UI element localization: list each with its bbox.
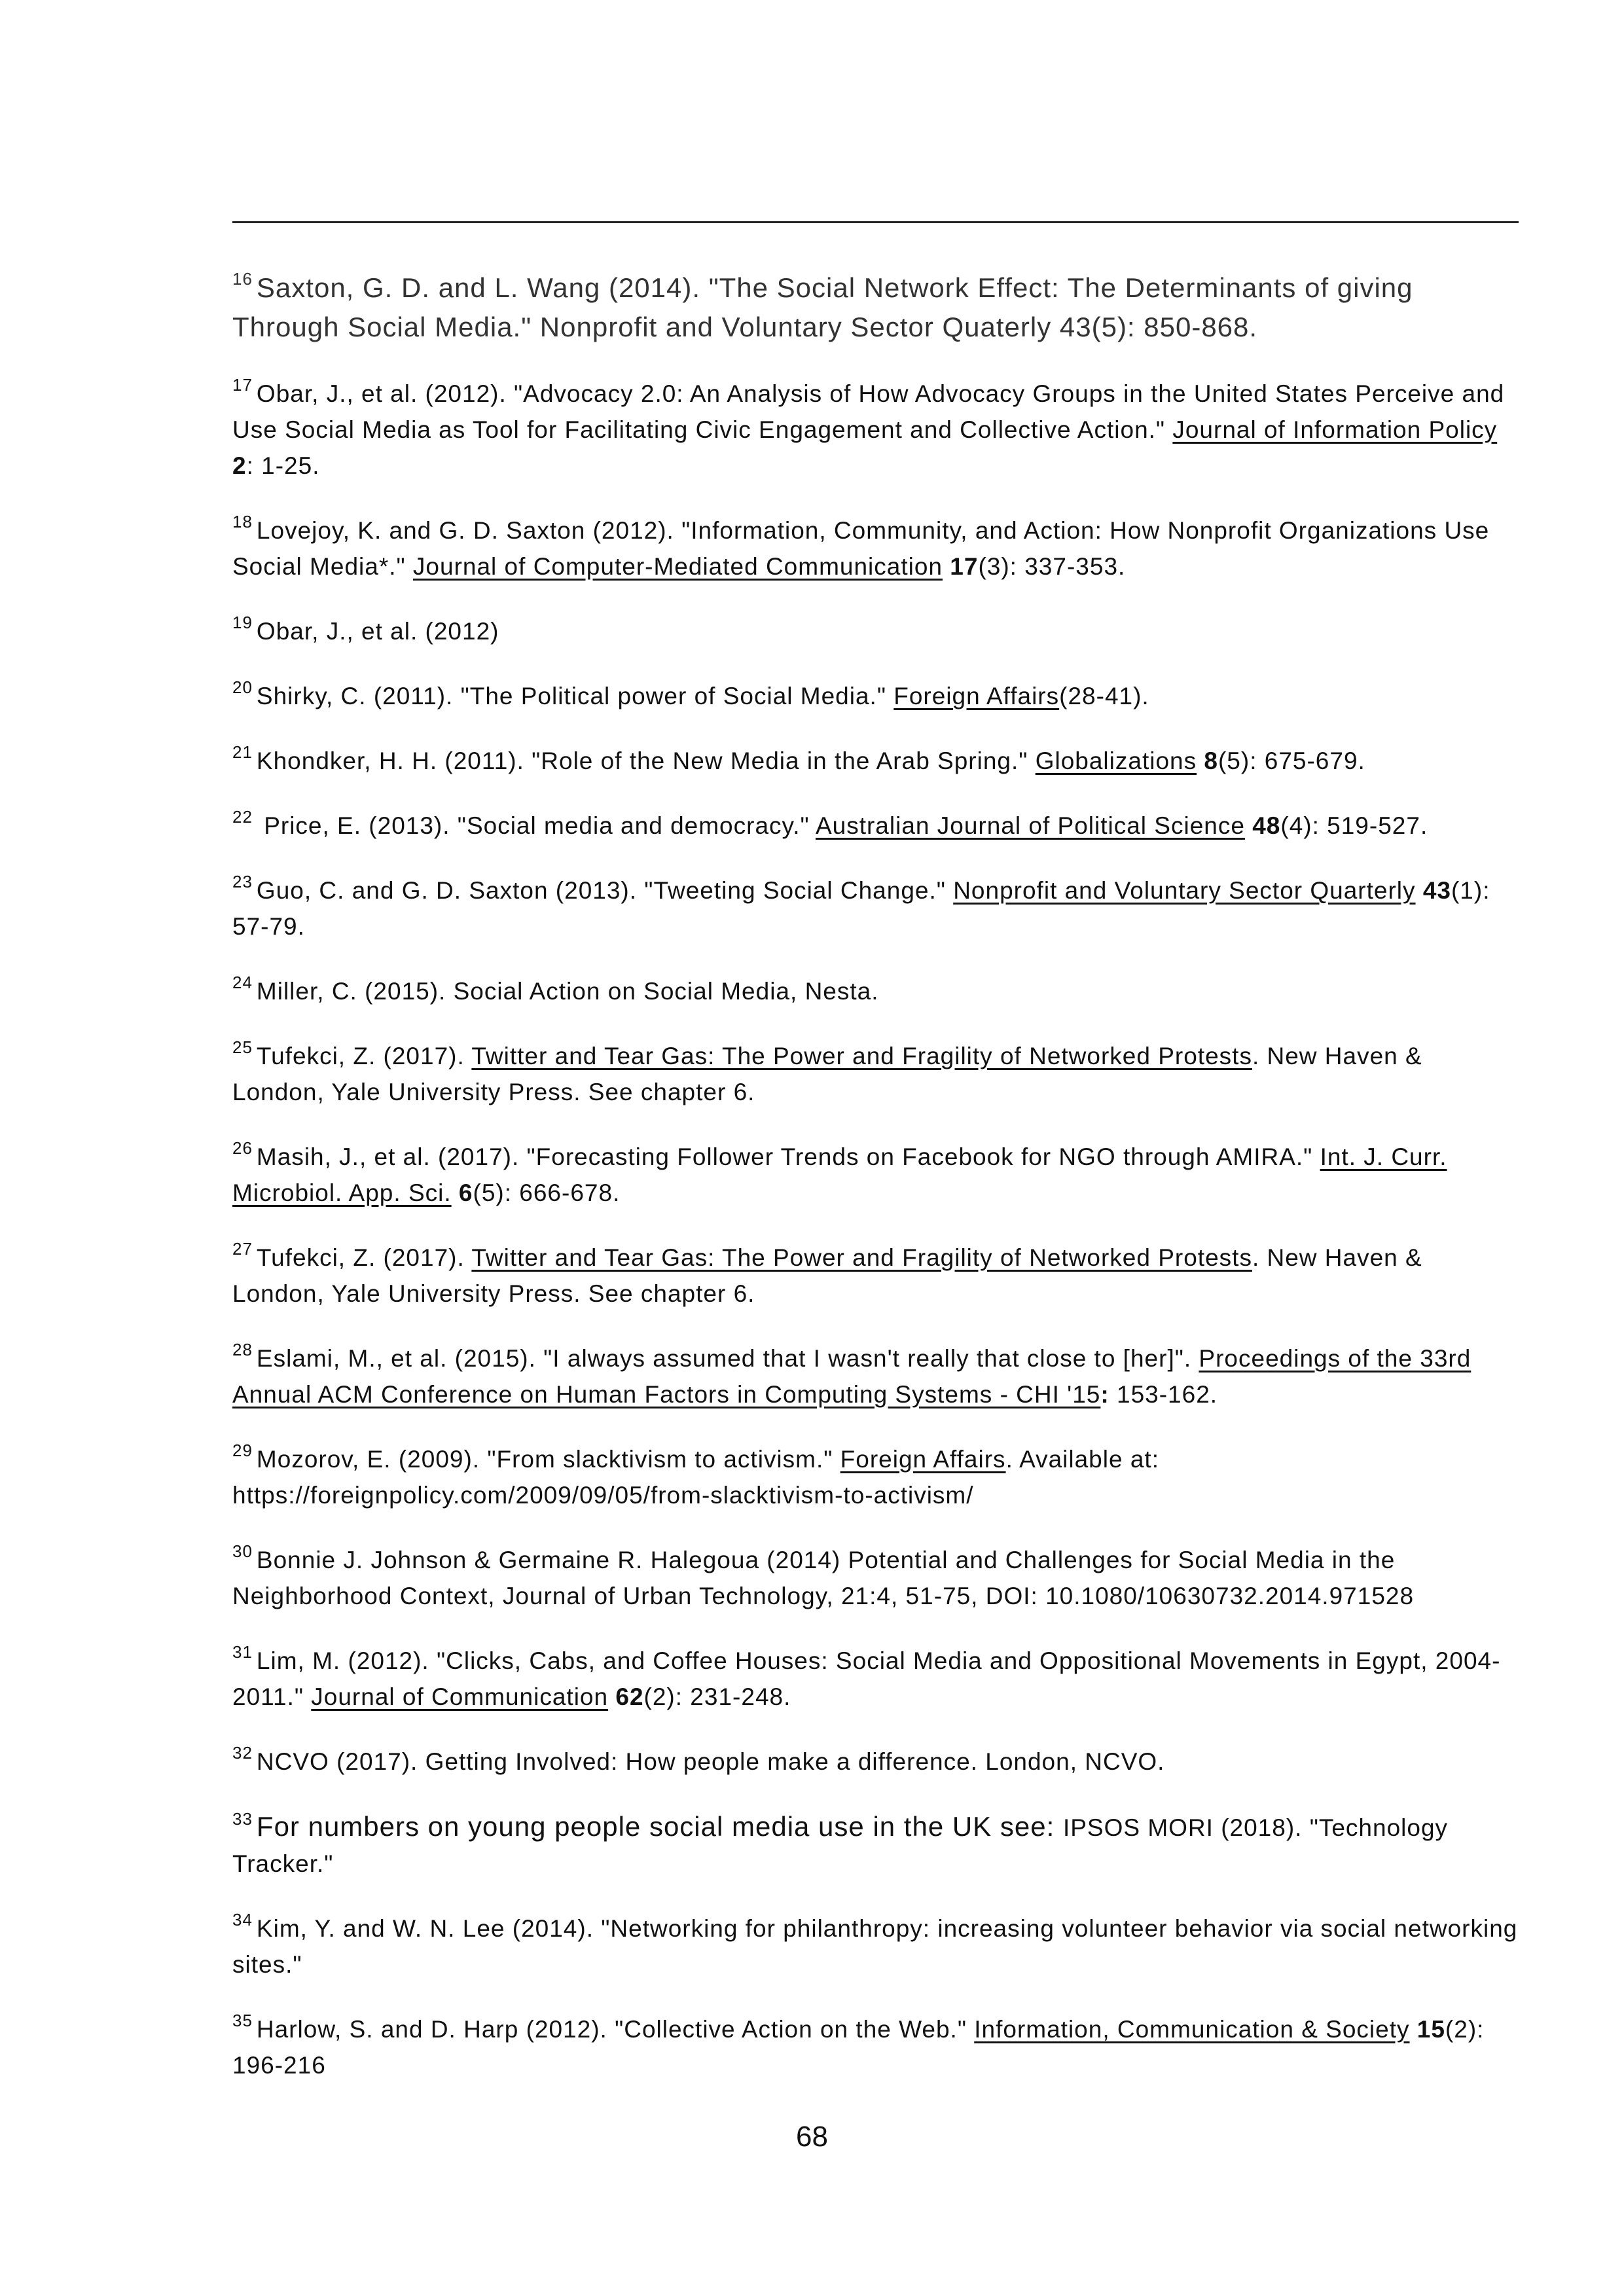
footnote-text: Guo, C. and G. D. Saxton (2013). "Tweeting Social Change.": [256, 877, 954, 904]
footnote-source-link[interactable]: Australian Journal of Political Science: [815, 812, 1245, 839]
footnote-volume: :: [1100, 1381, 1110, 1408]
footnote: [232, 678, 1519, 714]
footnote-pages: 153-162.: [1109, 1381, 1218, 1408]
footnote: [232, 872, 1519, 944]
footnote-number: 31: [232, 1641, 253, 1662]
footnote: [232, 268, 1519, 347]
footnote: [232, 1340, 1519, 1412]
footnote-pages: (28-41).: [1059, 683, 1149, 709]
footnote-text: IPSOS MORI (2018). "Technology Tracker.": [232, 1814, 1449, 1877]
footnote-number: 22: [232, 806, 253, 827]
footnote-number: 34: [232, 1909, 253, 1929]
footnote-text: Saxton, G. D. and L. Wang (2014). "The Social Network Effect: The Determinants of giving Through Social Media." Nonprofit and Voluntary Sector Quaterly 43(5): 850-868.: [232, 272, 1413, 342]
footnote-pages: (3): 337-353.: [978, 553, 1126, 580]
footnote-number: 19: [232, 612, 253, 632]
footnote-pages: (5): 666-678.: [473, 1179, 621, 1206]
footnote: [232, 1038, 1519, 1110]
footnote-volume: 62: [615, 1683, 644, 1710]
footnote: [232, 743, 1519, 779]
footnote-text: Lovejoy, K. and G. D. Saxton (2012). "Information, Community, and Action: How Nonprofit Organizations Use Social Media*.": [232, 517, 1490, 580]
footnote: [232, 613, 1519, 649]
footnote-source-link[interactable]: Proceedings of the 33rd Annual ACM Conference on Human Factors in Computing Systems - CHI '15: [232, 1345, 1471, 1408]
footnote-pages: . New Haven & London, Yale University Press. See chapter 6.: [232, 1043, 1422, 1105]
footnote-volume: 8: [1204, 747, 1218, 774]
footnote-pages: (4): 519-527.: [1280, 812, 1428, 839]
footnote-source-link[interactable]: Journal of Information Policy: [1172, 416, 1498, 443]
footnote: [232, 1910, 1519, 1982]
footnote: [232, 1542, 1519, 1614]
footnote-volume: 2: [232, 452, 247, 479]
footnote-source-link[interactable]: Nonprofit and Voluntary Sector Quarterly: [953, 877, 1416, 904]
footnote-source-link[interactable]: Foreign Affairs: [840, 1446, 1006, 1473]
footnote: [232, 1139, 1519, 1211]
footnote-number: 26: [232, 1138, 253, 1158]
footnote-number: 24: [232, 972, 253, 992]
footnote-number: 21: [232, 742, 253, 762]
footnote-text: Bonnie J. Johnson & Germaine R. Halegoua (2014) Potential and Challenges for Social Media in the Neighborhood Context, Journal of Urban Technology, 21:4, 51-75, DOI: 10.1080/10630732.2014.971528: [232, 1547, 1415, 1609]
footnote-pages: : 1-25.: [246, 452, 320, 479]
footnote-text: Kim, Y. and W. N. Lee (2014). "Networking for philanthropy: increasing volunteer behavior via social networking sites.": [232, 1915, 1518, 1978]
footnote: [232, 512, 1519, 584]
footnote-text: Mozorov, E. (2009). "From slacktivism to activism.": [256, 1446, 840, 1473]
footnote-pages: . Available at: https://foreignpolicy.com/2009/09/05/from-slacktivism-to-activism/: [232, 1446, 1159, 1509]
footnote-number: 23: [232, 871, 253, 891]
footnote-volume: 43: [1422, 877, 1451, 904]
footnote: [232, 1240, 1519, 1312]
footnote-pages: . New Haven & London, Yale University Press. See chapter 6.: [232, 1244, 1422, 1307]
footnote-source-link[interactable]: Twitter and Tear Gas: The Power and Fragility of Networked Protests: [471, 1043, 1252, 1069]
footnote-source-link[interactable]: Int. J. Curr. Microbiol. App. Sci.: [232, 1143, 1447, 1206]
footnote-number: 20: [232, 677, 253, 697]
footnote-source-link[interactable]: Information, Communication & Society: [974, 2016, 1410, 2043]
footnote-number: 27: [232, 1238, 253, 1259]
footnote-text: Eslami, M., et al. (2015). "I always assumed that I wasn't really that close to [her]".: [256, 1345, 1199, 1372]
footnote-text: Obar, J., et al. (2012): [256, 618, 499, 645]
footnote-text: Lim, M. (2012). "Clicks, Cabs, and Coffee Houses: Social Media and Oppositional Movements in Egypt, 2004-2011.": [232, 1647, 1501, 1710]
footnote: [232, 2011, 1519, 2083]
footnote-pages: (2): 196-216: [232, 2016, 1485, 2079]
footnote-source-link[interactable]: Twitter and Tear Gas: The Power and Fragility of Networked Protests: [471, 1244, 1252, 1271]
footnote-lead-text: For numbers on young people social media use in the UK see:: [256, 1811, 1063, 1842]
footnote-source-link[interactable]: Foreign Affairs: [893, 683, 1060, 709]
footnote-number: 18: [232, 511, 253, 531]
footnote-pages: (1): 57-79.: [232, 877, 1490, 940]
footnote-text: Miller, C. (2015). Social Action on Social Media, Nesta.: [256, 978, 879, 1005]
footnote-number: 35: [232, 2010, 253, 2030]
page-number: 68: [796, 2121, 828, 2153]
footnote-volume: 17: [950, 553, 979, 580]
footnote-text: Khondker, H. H. (2011). "Role of the New Media in the Arab Spring.": [256, 747, 1036, 774]
footnote-volume: 15: [1416, 2016, 1445, 2043]
footnote-text: Price, E. (2013). "Social media and democracy.": [256, 812, 816, 839]
footnote-number: 28: [232, 1339, 253, 1359]
footnote-number: 32: [232, 1742, 253, 1763]
footnote-text: Masih, J., et al. (2017). "Forecasting Follower Trends on Facebook for NGO through AMIRA.": [256, 1143, 1320, 1170]
footnote-number: 29: [232, 1440, 253, 1460]
footnote-text: Harlow, S. and D. Harp (2012). "Collective Action on the Web.": [256, 2016, 975, 2043]
footnote-volume: 6: [458, 1179, 473, 1206]
footnote: [232, 808, 1519, 844]
footnote-source-link[interactable]: Globalizations: [1035, 747, 1197, 774]
footnote-separator: [232, 221, 1519, 223]
footnotes-list: [232, 268, 1519, 2112]
footnote-text: NCVO (2017). Getting Involved: How people make a difference. London, NCVO.: [256, 1748, 1165, 1775]
footnote-volume: 48: [1252, 812, 1281, 839]
footnote-number: 16: [232, 269, 253, 289]
footnote-source-link[interactable]: Journal of Communication: [311, 1683, 609, 1710]
footnote: [232, 1744, 1519, 1780]
footnote: [232, 1643, 1519, 1715]
footnote-text: Obar, J., et al. (2012). "Advocacy 2.0: An Analysis of How Advocacy Groups in the United States Perceive and Use Social Media as Tool for Facilitating Civic Engagement and Collective Action.": [232, 380, 1505, 443]
footnote-number: 33: [232, 1808, 253, 1829]
footnote: [232, 1808, 1519, 1882]
footnote-number: 30: [232, 1541, 253, 1561]
footnote: [232, 973, 1519, 1009]
footnote-text: Tufekci, Z. (2017).: [256, 1043, 472, 1069]
footnote: [232, 376, 1519, 484]
footnote-pages: (5): 675-679.: [1218, 747, 1365, 774]
footnote-source-link[interactable]: Journal of Computer-Mediated Communication: [412, 553, 943, 580]
footnote-number: 25: [232, 1037, 253, 1057]
footnote: [232, 1441, 1519, 1513]
footnote-number: 17: [232, 374, 253, 395]
footnote-pages: (2): 231-248.: [643, 1683, 791, 1710]
footnote-text: Tufekci, Z. (2017).: [256, 1244, 472, 1271]
footnote-text: Shirky, C. (2011). "The Political power of Social Media.": [256, 683, 894, 709]
